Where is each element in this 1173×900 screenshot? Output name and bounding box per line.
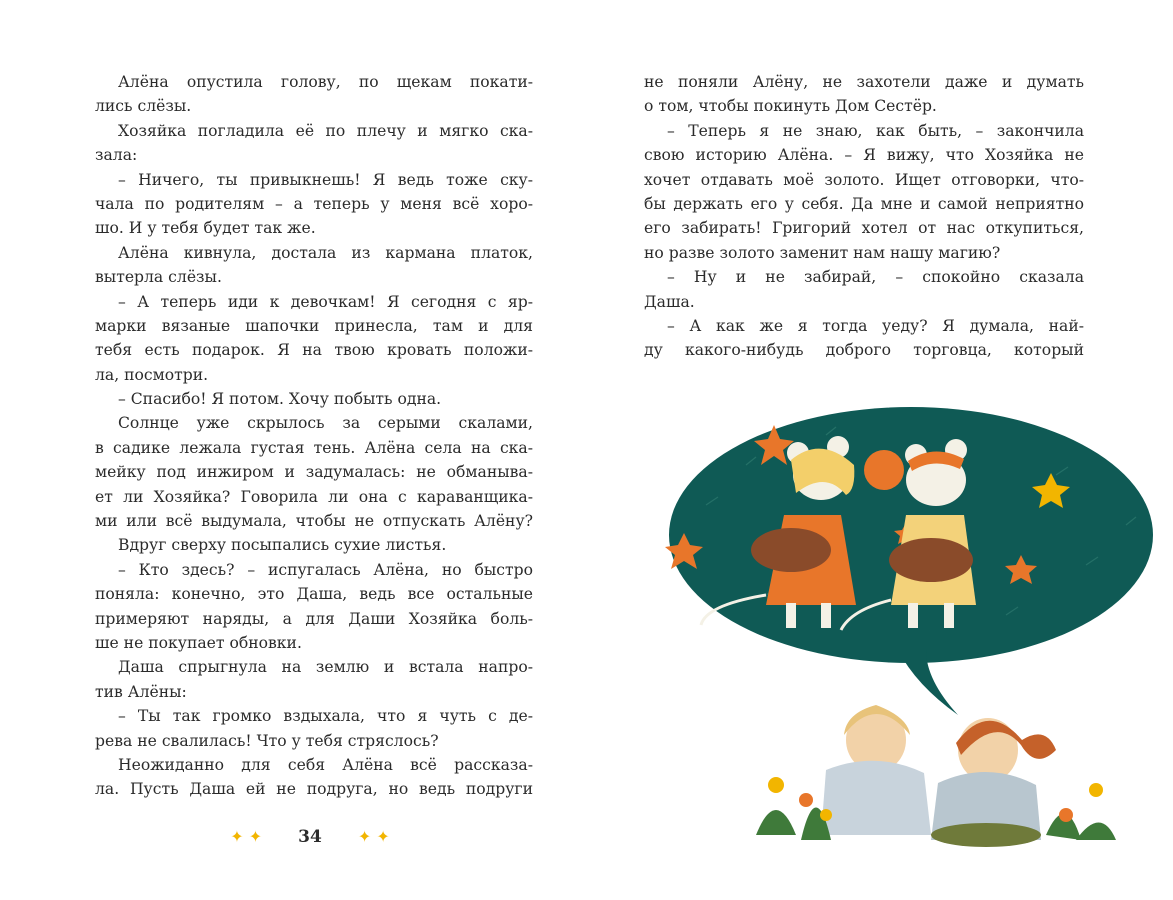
text-line: Солнце уже скрылось за серыми скалами, <box>118 414 533 433</box>
left-page-text <box>95 70 533 802</box>
text-line: Вдруг сверху посыпались сухие листья. <box>118 536 447 555</box>
page-footer <box>225 824 395 850</box>
text-line: мейку под инжиром и задумалась: не обманывa- <box>95 463 533 482</box>
text-line: шо. И у тебя будет так же. <box>95 219 316 238</box>
text-line: чала по родителям – а теперь у меня всё хоро- <box>95 194 533 213</box>
text-line: ла. Пусть Даша ей не подруга, но ведь подруги <box>95 780 533 799</box>
text-line: но разве золото заменит нам нашу магию? <box>644 243 1001 262</box>
left-page <box>0 0 586 900</box>
text-line: его забирать! Григорий хотел от нас откупиться, <box>644 219 1084 238</box>
text-line: не поняли Алёну, не захотели даже и думать <box>644 73 1084 91</box>
text-line: марки вязаные шапочки принесла, там и для <box>95 316 533 335</box>
girls-sitting <box>821 705 1056 847</box>
text-line: вытерла слёзы. <box>95 268 222 287</box>
text-line: примеряют наряды, а для Даши Хозяйка боль- <box>95 609 533 628</box>
text-line: зала: <box>95 146 138 165</box>
text-line: Алёна опустила голову, по щекам покати- <box>118 73 533 91</box>
text-line: – А теперь иди к девочкам! Я сегодня с яр- <box>118 292 533 311</box>
text-line: тебя есть подарок. Я на твою кровать положи- <box>95 341 533 360</box>
text-line: свою историю Алёна. – Я вижу, что Хозяйка не <box>644 146 1084 165</box>
text-line: ше не покупает обновки. <box>95 633 302 652</box>
text-line: о том, чтобы покинуть Дом Сестёр. <box>644 97 937 116</box>
page-number: 34 <box>298 827 322 847</box>
text-line: ет ли Хозяйка? Говорила ли она с караванщика- <box>95 487 533 506</box>
text-line: – Кто здесь? – испугалась Алёна, но быстро <box>118 560 533 579</box>
text-line: – А как же я тогда уеду? Я думала, най- <box>667 316 1084 335</box>
star-ornament-icon: ✦ ✦ <box>357 827 390 846</box>
right-page <box>586 0 1173 900</box>
text-line: Хозяйка погладила её по плечу и мягко ска- <box>118 121 533 140</box>
text-line: лись слёзы. <box>95 97 192 116</box>
text-line: – Ну и не забирай, – спокойно сказала <box>667 268 1084 287</box>
text-line: рева не свалилась! Что у тебя стряслось? <box>95 731 439 750</box>
text-line: – Спасибо! Я потом. Хочу побыть одна. <box>118 390 442 409</box>
text-line: – Ничего, ты привыкнешь! Я ведь тоже ску- <box>118 170 533 189</box>
text-line: тив Алёны: <box>95 682 187 701</box>
text-line: поняла: конечно, это Даша, ведь все остальные <box>95 585 533 604</box>
text-line: Алёна кивнула, достала из кармана платок, <box>118 243 533 262</box>
text-line: в садике лежала густая тень. Алёна села на ска- <box>95 438 533 457</box>
text-line: хочет отдавать моё золото. Ищет отговорки, что- <box>644 170 1084 189</box>
text-line: бы держать его у себя. Да мне и самой неприятно <box>644 194 1084 213</box>
text-line: Неожиданно для себя Алёна всё рассказа- <box>118 755 533 774</box>
text-line: ми или всё выдумала, чтобы не отпускать Алёну? <box>95 512 533 531</box>
star-ornament-icon: ✦ ✦ <box>230 827 263 846</box>
text-line: ла, посмотри. <box>95 365 209 384</box>
text-line: – Ты так громко вздыхала, что я чуть с де- <box>118 707 533 726</box>
text-line: Даша спрыгнула на землю и встала напро- <box>118 658 533 677</box>
text-line: Даша. <box>644 292 695 311</box>
text-line: ду какого-нибудь доброго торговца, который <box>644 341 1084 360</box>
mice-illustration <box>626 395 1166 875</box>
right-page-text <box>644 70 1084 363</box>
text-line: – Теперь я не знаю, как быть, – закончила <box>667 121 1084 140</box>
